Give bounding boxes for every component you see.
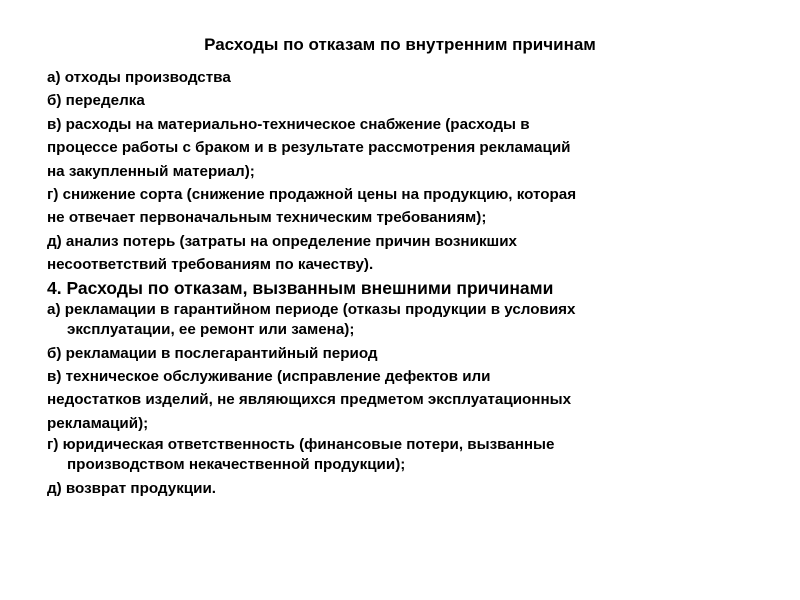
list-item: а) рекламации в гарантийном периоде (отказы продукции в условиях [47, 300, 576, 318]
list-item-continuation: недостатков изделий, не являющихся предметом эксплуатационных [47, 391, 572, 409]
list-item-continuation: эксплуатации, ее ремонт или замена); [67, 320, 355, 338]
list-item-continuation: рекламаций); [47, 414, 149, 432]
list-item: д) возврат продукции. [47, 480, 217, 498]
list-item: а) отходы производства [47, 69, 231, 86]
list-item-continuation: не отвечает первоначальным техническим требованиям); [47, 209, 487, 227]
slide-body [47, 66, 767, 501]
list-item: б) рекламации в послегарантийный период [47, 344, 378, 362]
list-item-continuation: процессе работы с браком и в результате рассмотрения рекламаций [47, 139, 571, 157]
list-item: б) переделка [47, 92, 145, 110]
list-item: г) снижение сорта (снижение продажной цены на продукцию, которая [47, 186, 577, 204]
list-item-continuation: несоответствий требованиям по качеству). [47, 256, 374, 274]
list-item-continuation: на закупленный материал); [47, 162, 255, 180]
list-item: в) расходы на материально-техническое снабжение (расходы в [47, 115, 530, 133]
list-item: д) анализ потерь (затраты на определение причин возникших [47, 232, 517, 250]
slide-title: Расходы по отказам по внутренним причинам [204, 35, 596, 54]
list-item: в) техническое обслуживание (исправление дефектов или [47, 368, 491, 386]
list-item: г) юридическая ответственность (финансовые потери, вызванные [47, 436, 555, 454]
list-item-continuation: производством некачественной продукции); [67, 456, 406, 474]
section-heading: 4. Расходы по отказам, вызванным внешними причинами [47, 277, 554, 298]
